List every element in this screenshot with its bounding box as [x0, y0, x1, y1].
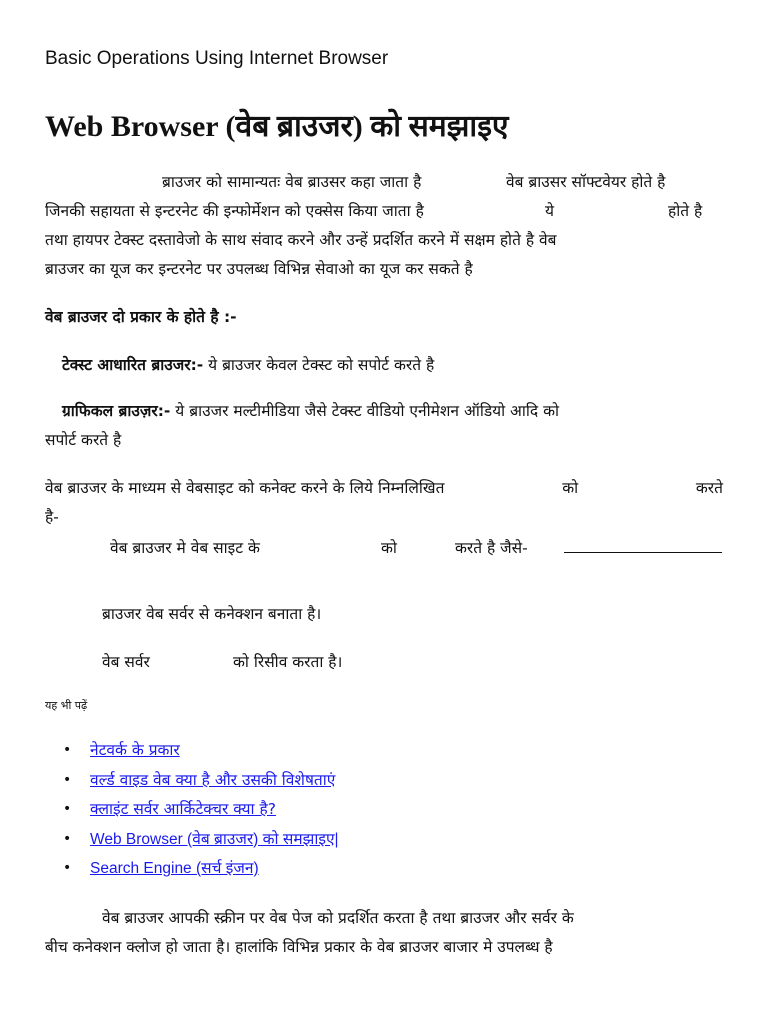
bullet-icon: •: [63, 771, 72, 788]
link-www[interactable]: वर्ल्ड वाइड वेब क्या है और उसकी विशेषताएं: [90, 770, 336, 789]
page-title: Web Browser (वेब ब्राउजर) को समझाइए: [45, 110, 509, 143]
connect-word-karte: करते: [695, 479, 723, 497]
graphic-browser-item: [62, 397, 559, 425]
step-1-text: वेब ब्राउजर मे वेब साइट के: [110, 539, 260, 557]
intro-line-1b: वेब ब्राउसर सॉफ्टवेयर होते है: [506, 173, 666, 191]
connect-word-ko: को: [562, 479, 579, 497]
blank-line: [564, 536, 722, 553]
text-browser-label: टेक्स्ट आधारित ब्राउजर:-: [62, 356, 204, 374]
bullet-icon: •: [63, 860, 72, 876]
step-3-receive: को रिसीव करता है।: [233, 653, 343, 671]
text-browser-item: [62, 351, 434, 379]
bullet-icon: •: [63, 830, 72, 847]
intro-line-2c: होते है: [668, 202, 703, 220]
step-2-text: ब्राउजर वेब सर्वर से कनेक्शन बनाता है।: [102, 605, 322, 623]
link-client-server[interactable]: क्लाइंट सर्वर आर्किटेक्चर क्या है?: [90, 800, 276, 818]
step-1-karte: करते है जैसे-: [455, 539, 528, 557]
link-network-types[interactable]: नेटवर्क के प्रकार: [90, 741, 180, 759]
types-heading: वेब ब्राउजर दो प्रकार के होते है :-: [45, 308, 237, 326]
link-search-engine[interactable]: Search Engine (सर्च इंजन): [90, 860, 259, 877]
connect-line-2: है-: [45, 508, 59, 526]
graphic-browser-label: ग्राफिकल ब्राउज़र:-: [62, 402, 171, 420]
see-also-label: यह भी पढ़ें: [45, 699, 88, 712]
document-header: Basic Operations Using Internet Browser: [45, 48, 389, 69]
text-browser-desc: ये ब्राउजर केवल टेक्स्ट को सपोर्ट करते है: [203, 356, 435, 374]
step-1-ko: को: [381, 539, 397, 557]
connect-text: वेब ब्राउजर के माध्यम से वेबसाइट को कनेक्ट करने के लिये निम्नलिखित: [45, 479, 445, 497]
link-web-browser[interactable]: Web Browser (वेब ब्राउजर) को समझाइए|: [90, 830, 339, 848]
connect-line-1: [45, 474, 723, 502]
closing-line-2: बीच कनेक्शन क्लोज हो जाता है। हालांकि विभिन्न प्रकार के वेब ब्राउजर बाजार मे उपलब्ध है: [45, 938, 553, 956]
intro-line-4: ब्राउजर का यूज कर इन्टरनेट पर उपलब्ध विभिन्न सेवाओ का यूज कर सकते है: [45, 260, 473, 278]
intro-line-2b: ये: [545, 202, 554, 220]
bullet-icon: •: [63, 801, 72, 817]
graphic-browser-desc-2: सपोर्ट करते है: [45, 431, 122, 449]
closing-line-1: वेब ब्राउजर आपकी स्क्रीन पर वेब पेज को प्रदर्शित करता है तथा ब्राउजर और सर्वर के: [102, 909, 574, 927]
bullet-icon: •: [63, 742, 72, 758]
intro-line-2a: जिनकी सहायता से इन्टरनेट की इन्फोर्मेशन को एक्सेस किया जाता है: [45, 202, 424, 220]
intro-line-3: तथा हायपर टेक्स्ट दस्तावेजो के साथ संवाद करने और उन्हें प्रदर्शित करने में सक्षम होते है वेब: [45, 231, 557, 249]
graphic-browser-desc: ये ब्राउजर मल्टीमीडिया जैसे टेक्स्ट वीडियो एनीमेशन ऑडियो आदि को: [170, 402, 559, 420]
intro-line-1a: ब्राउजर को सामान्यतः वेब ब्राउसर कहा जाता है: [162, 173, 422, 191]
step-3-text: वेब सर्वर: [102, 653, 150, 671]
